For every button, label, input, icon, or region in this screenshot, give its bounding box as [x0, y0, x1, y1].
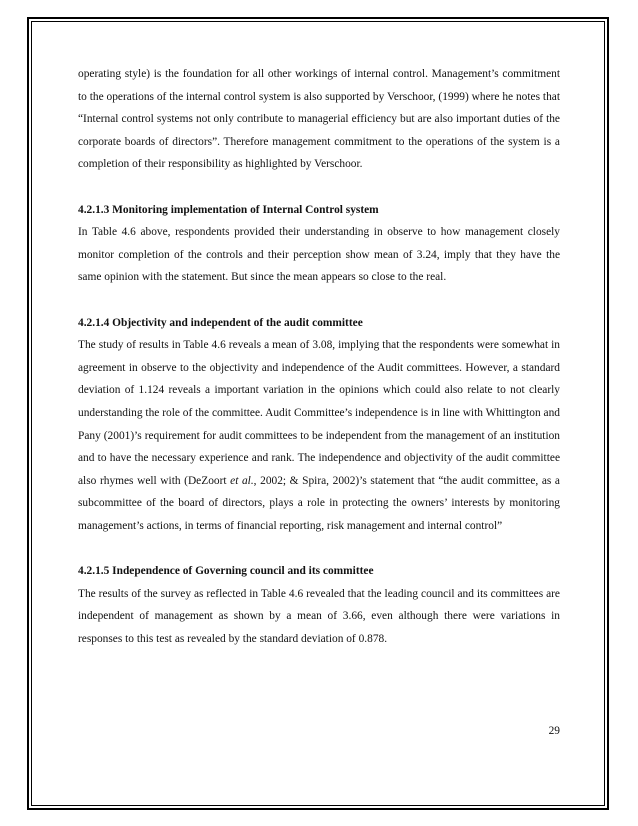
section-heading-4-2-1-4: 4.2.1.4 Objectivity and independent of the audit committee — [78, 316, 363, 329]
section-body-4-2-1-4 — [78, 334, 560, 537]
page-body — [78, 63, 560, 650]
section-body-part: , 2002; & Spira, 2002)’s statement that “the audit committee, as a subcommittee of the board of directors, plays a role in protecting the owners’ interests by monitoring management’s actions, in terms of financial reporting, risk management and internal control” — [78, 474, 560, 532]
section-body-4-2-1-3: In Table 4.6 above, respondents provided their understanding in observe to how management closely monitor completion of the controls and their perception show mean of 3.24, imply that they have the same opinion with the statement. But since the mean appears so close to the real. — [78, 226, 560, 284]
intro-paragraph: operating style) is the foundation for all other workings of internal control. Management’s commitment to the operations of the internal control system is also supported by Verschoor, (1999) where he notes that “Internal control systems not only contribute to managerial efficiency but are also important duties of the corporate boards of directors”. Therefore management commitment to the operations of the system is a completion of their responsibility as highlighted by Verschoor. — [78, 68, 560, 171]
spacer — [78, 537, 560, 560]
section-heading-4-2-1-3: 4.2.1.3 Monitoring implementation of Internal Control system — [78, 203, 379, 216]
citation-italic: et al. — [230, 474, 254, 487]
section-body-part: The study of results in Table 4.6 reveals a mean of 3.08, implying that the respondents were somewhat in agreement in observe to the objectivity and independence of the Audit committees. However, a standard deviation of 1.124 reveals a important variation in the opinions which could also relate to not clearly understanding the role of the committee. Audit Committee’s independence is in line with Whittington and Pany (2001)’s requirement for audit committees to be independent from the management of an institution and to have the necessary experience and rank. The independence and objectivity of the audit committee also rhymes well with (DeZoort — [78, 339, 560, 487]
spacer — [78, 176, 560, 199]
spacer — [78, 289, 560, 312]
page-number: 29 — [548, 725, 560, 737]
section-body-4-2-1-5: The results of the survey as reflected in Table 4.6 revealed that the leading council and its committees are independent of management as shown by a mean of 3.66, even although there were variations in responses to this test as revealed by the standard deviation of 0.878. — [78, 587, 560, 645]
section-heading-4-2-1-5: 4.2.1.5 Independence of Governing council and its committee — [78, 565, 374, 578]
